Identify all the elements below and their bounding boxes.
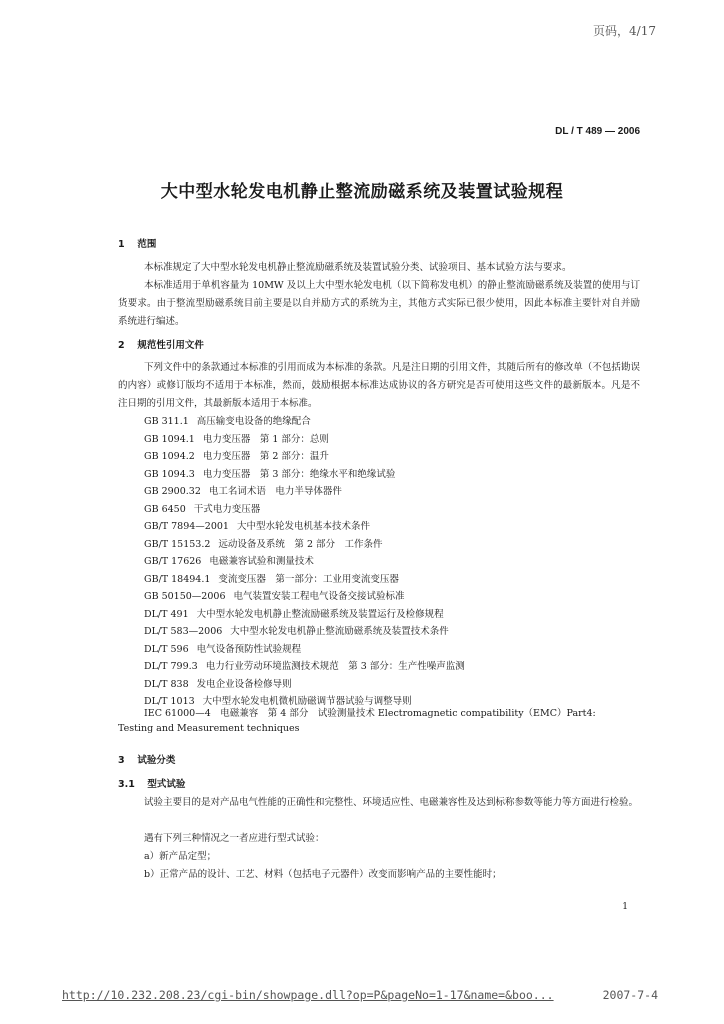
reference-item (144, 658, 465, 672)
reference-item (144, 483, 342, 497)
reference-item (144, 623, 449, 637)
section-number: 3 (118, 755, 125, 766)
reference-name: 电磁兼容试验和测量技术 (209, 556, 314, 567)
subsection-title: 型式试验 (147, 779, 186, 790)
reference-item (144, 501, 260, 515)
reference-item (144, 536, 383, 550)
reference-code: GB 2900.32 (144, 486, 201, 497)
reference-name: 干式电力变压器 (193, 503, 261, 515)
reference-item (144, 676, 292, 690)
reference-item (144, 518, 370, 532)
page-number: 1 (622, 902, 628, 912)
reference-item (144, 466, 395, 480)
reference-code: DL/T 799.3 (144, 661, 198, 672)
page-indicator: 页码，4/17 (593, 24, 656, 38)
reference-name: 电气装置安装工程电气设备交接试验标准 (233, 591, 405, 602)
section-1-heading (118, 236, 156, 250)
list-item: a）新产品定型； (144, 851, 217, 862)
reference-iec-line-cont: Testing and Measurement techniques (118, 723, 300, 734)
reference-code: GB 50150—2006 (144, 591, 226, 602)
reference-code: GB 311.1 (144, 416, 189, 427)
section-2-heading (118, 337, 204, 351)
subsection-number: 3.1 (118, 779, 135, 790)
reference-name: 电力变压器 第 3 部分：绝缘水平和绝缘试验 (202, 468, 396, 480)
section-title: 试验分类 (137, 755, 176, 766)
section-title: 范围 (137, 239, 157, 250)
reference-code: GB/T 15153.2 (144, 538, 211, 550)
footer-date: 2007-7-4 (602, 988, 658, 1002)
reference-name: 电气设备预防性试验规程 (196, 643, 302, 655)
reference-code: GB/T 18494.1 (144, 573, 211, 585)
reference-item (144, 571, 399, 585)
reference-name: 大中型水轮发电机微机励磁调节器试验与调整导则 (202, 696, 412, 707)
list-item: b）正常产品的设计、工艺、材料（包括电子元器件）改变而影响产品的主要性能时； (144, 869, 502, 880)
reference-item (144, 448, 329, 462)
reference-code: DL/T 838 (144, 678, 189, 690)
reference-code: GB/T 7894—2001 (144, 521, 229, 532)
reference-item (144, 641, 301, 655)
section-number: 2 (118, 340, 125, 351)
paragraph: 试验主要目的是对产品电气性能的正确性和完整性、环境适应性、电磁兼容性及达到标称参数等能力等方面进行检验。 (144, 797, 639, 808)
subsection-3-1-heading (118, 776, 185, 790)
section-title: 规范性引用文件 (137, 340, 204, 351)
reference-item (144, 431, 329, 445)
section-3-heading (118, 752, 175, 766)
footer-url-link[interactable]: http://10.232.208.23/cgi-bin/showpage.dll?op=P&pageNo=1-17&name=&boo... (62, 988, 554, 1002)
reference-item (144, 588, 405, 602)
reference-name: 大中型水轮发电机基本技术条件 (236, 521, 370, 532)
reference-name: 发电企业设备检修导则 (196, 678, 292, 690)
reference-code: DL/T 596 (144, 643, 189, 655)
reference-code: GB 1094.3 (144, 468, 195, 480)
paragraph: 下列文件中的条款通过本标准的引用而成为本标准的条款。凡是注日期的引用文件，其随后所有的修改单（不包括勘误的内容）或修订版均不适用于本标准，然而，鼓励根据本标准达成协议的各方研究是否可使用这些文件的最新版本。凡是不注日期的引用文件，其最新版本适用于本标准。 (118, 362, 640, 409)
standard-code: DL / T 489 — 2006 (555, 126, 640, 137)
paragraph: 本标准规定了大中型水轮发电机静止整流励磁系统及装置试验分类、试验项目、基本试验方法与要求。 (144, 262, 572, 273)
reference-code: DL/T 1013 (144, 696, 195, 707)
reference-name: 大中型水轮发电机静止整流励磁系统及装置运行及检修规程 (196, 608, 444, 620)
document-title: 大中型水轮发电机静止整流励磁系统及装置试验规程 (160, 182, 564, 202)
paragraph: 遇有下列三种情况之一者应进行型式试验： (144, 833, 325, 844)
reference-name: 大中型水轮发电机静止整流励磁系统及装置技术条件 (230, 626, 449, 637)
paragraph: 本标准适用于单机容量为 10MW 及以上大中型水轮发电机（以下简称发电机）的静止整流励磁系统及装置的使用与订货要求。由于整流型励磁系统目前主要是以自并励方式的系统为主，其他方式实际已很少使用，因此本标准主要针对自并励系统进行编述。 (118, 280, 640, 327)
reference-name: 变流变压器 第一部分：工业用变流变压器 (218, 573, 399, 585)
reference-name: 电工名词术语 电力半导体器件 (208, 486, 342, 497)
reference-item (144, 606, 444, 620)
reference-name: 高压输变电设备的绝缘配合 (196, 416, 311, 427)
reference-code: DL/T 583—2006 (144, 626, 223, 637)
reference-item (144, 413, 311, 427)
reference-name: 电力变压器 第 1 部分：总则 (202, 433, 329, 445)
reference-iec-line: IEC 61000—4 电磁兼容 第 4 部分 试验测量技术 Electromagnetic compatibility（EMC）Part4: (144, 708, 596, 719)
reference-code: GB/T 17626 (144, 556, 202, 567)
reference-code: DL/T 491 (144, 608, 189, 620)
reference-item (144, 553, 314, 567)
reference-name: 电力行业劳动环境监测技术规范 第 3 部分：生产性噪声监测 (205, 661, 465, 672)
reference-name: 电力变压器 第 2 部分：温升 (202, 451, 329, 462)
section-number: 1 (118, 239, 125, 250)
reference-code: GB 1094.1 (144, 433, 195, 445)
reference-name: 远动设备及系统 第 2 部分 工作条件 (218, 538, 383, 550)
reference-code: GB 1094.2 (144, 451, 195, 462)
reference-code: GB 6450 (144, 503, 186, 515)
